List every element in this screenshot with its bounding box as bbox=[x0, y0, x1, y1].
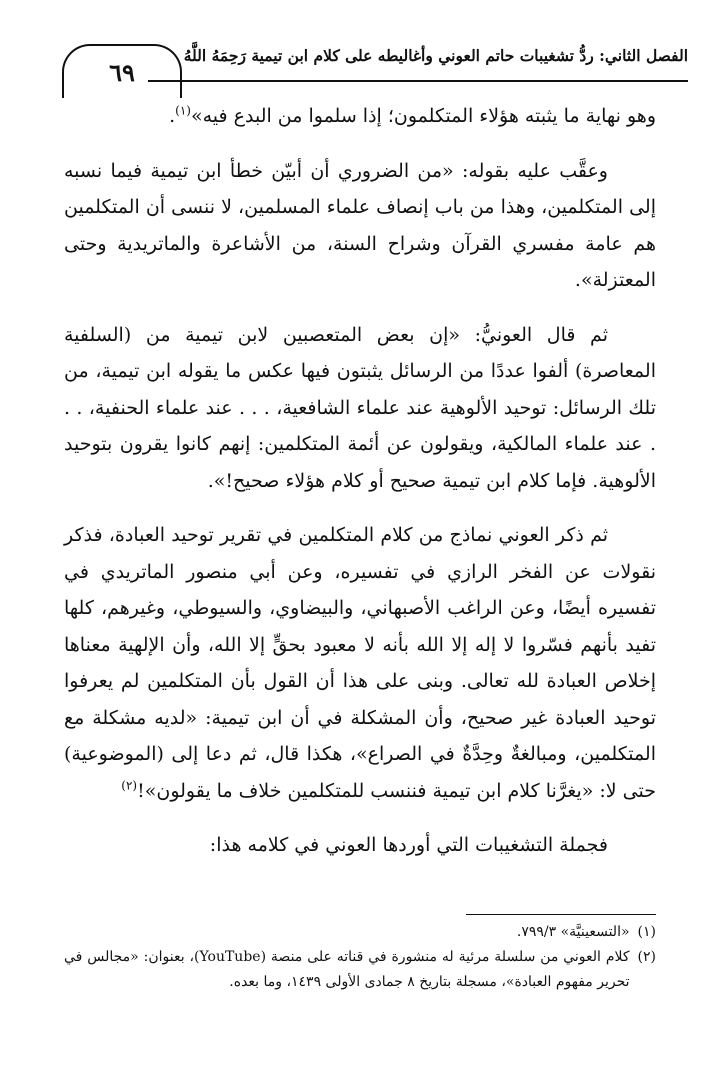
paragraph bbox=[64, 827, 656, 864]
page-number-frame bbox=[62, 44, 182, 98]
paragraph-text: فجملة التشغيبات التي أوردها العوني في كلامه هذا: bbox=[209, 834, 608, 856]
page-number: ٦٩ bbox=[109, 57, 135, 87]
paragraph-tail: . bbox=[169, 105, 176, 127]
footnote-reference: (١) bbox=[175, 103, 191, 118]
footnote-number: (١) bbox=[637, 924, 656, 940]
paragraph-text: وهو نهاية ما يثبته هؤلاء المتكلمون؛ إذا سلموا من البدع فيه» bbox=[190, 105, 656, 127]
footnote-text: «التسعينيَّة» ٧٩٩/٣. bbox=[516, 924, 630, 940]
paragraph-text: وعقَّب عليه بقوله: «من الضروري أن أبيّن خطأ ابن تيمية فيما نسبه إلى المتكلمين، وهذا من باب إنصاف علماء المسلمين، لا ننسى أن المتكلمين هم عامة مفسري القرآن وشراح السنة، من الأشاعرة والماتريدية وحتى المعتزلة». bbox=[64, 159, 656, 291]
header-rule bbox=[148, 80, 688, 82]
body-text bbox=[64, 98, 656, 882]
paragraph bbox=[64, 317, 656, 500]
paragraph bbox=[64, 517, 656, 809]
running-title: الفصل الثاني: ردُّ تشغيبات حاتم العوني وأغاليطه على كلام ابن تيمية رَحِمَهُ اللَّهُ bbox=[183, 46, 688, 65]
paragraph bbox=[64, 98, 656, 135]
paragraph-text: ثم قال العونيُّ: «إن بعض المتعصبين لابن تيمية من (السلفية المعاصرة) ألفوا عددًا من الرسائل يثبتون فيها عكس ما يقوله ابن تيمية، من تلك الرسائل: توحيد الألوهية عند علماء الشافعية، . . . عند علماء الحنفية، . . . عند علماء المالكية، ويقولون عن أئمة المتكلمين: إنهم كانوا يقرون بتوحيد الألوهية. فإما كلام ابن تيمية صحيح أو كلام هؤلاء صحيح!». bbox=[64, 323, 656, 492]
footnote-number: (٢) bbox=[637, 949, 656, 965]
footnote-text: كلام العوني من سلسلة مرئية له منشورة في قناته على منصة (YouTube)، بعنوان: «مجالس في تحرير مفهوم العبادة»، مسجلة بتاريخ ٨ جمادى الأولى ١٤٣٩، وما بعده. bbox=[64, 949, 630, 990]
footnote bbox=[64, 945, 656, 995]
paragraph-text: ثم ذكر العوني نماذج من كلام المتكلمين في تقرير توحيد العبادة، فذكر نقولات عن الفخر الرازي في تفسيره، وعن أبي منصور الماتريدي في تفسيره أيضًا، وعن الراغب الأصبهاني، والبيضاوي، والسيوطي، وغيرهم، كلها تفيد بأنهم فسّروا لا إله إلا الله بأنه لا معبود بحقٍّ إلا الله، وأن الإلهية معناها إخلاص العبادة لله تعالى. وبنى على هذا أن القول بأن المتكلمين لم يعرفوا توحيد العبادة غير صحيح، وأن المشكلة في أن ابن تيمية: «لديه مشكلة مع المتكلمين، ومبالغةٌ وحِدَّةٌ في الصراع»، هكذا قال، ثم دعا إلى (الموضوعية) حتى لا: «يغرَّنا كلام ابن تيمية فننسب للمتكلمين خلاف ما يقولون»! bbox=[64, 524, 656, 802]
footnote bbox=[64, 920, 656, 945]
footnotes bbox=[64, 920, 656, 995]
paragraph bbox=[64, 153, 656, 299]
footnote-separator bbox=[466, 914, 656, 915]
footnote-reference: (٢) bbox=[121, 778, 138, 793]
page-header bbox=[40, 36, 688, 98]
